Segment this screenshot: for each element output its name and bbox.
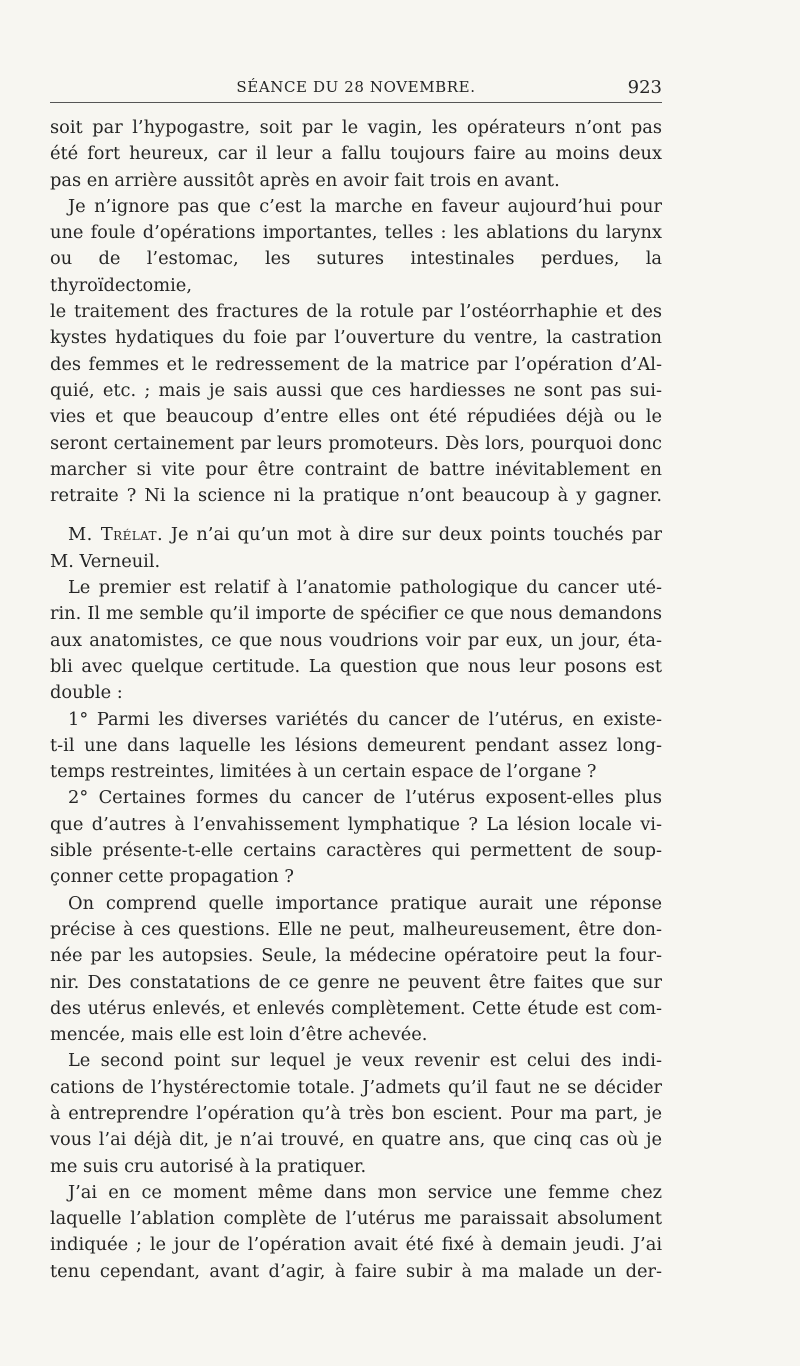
running-title: SÉANCE DU 28 NOVEMBRE. [236,78,476,96]
text-line: Le second point sur lequel je veux revenir est celui des indi- [68,1050,662,1072]
book-page [50,72,662,1285]
text-line: Je n’ignore pas que c’est la marche en faveur aujourd’hui pour [68,195,662,217]
speaker-name: M. Trélat. [68,524,163,546]
paragraph-2 [50,194,662,510]
text-line: me suis cru autorisé à la pratiquer. [50,1155,367,1177]
text-line [50,522,662,548]
text-line: t-il une dans laquelle les lésions demeurent pendant assez long- [50,734,662,756]
text-fragment: Je n’ai qu’un mot à dire sur deux points touchés par [163,524,662,546]
page-number: 923 [627,77,662,98]
paragraph-1 [50,115,662,194]
text-line: sible présente-t-elle certains caractères qui permettent de soup- [50,840,662,862]
text-line: mencée, mais elle est loin d’être achevée. [50,1024,428,1046]
text-line: cations de l’hystérectomie totale. J’admets qu’il faut ne se décider [50,1076,662,1098]
text-line: des femmes et le redressement de la matrice par l’opération d’Al- [50,353,662,375]
text-line: rin. Il me semble qu’il importe de spécifier ce que nous demandons [50,603,662,625]
text-line: que d’autres à l’envahissement lymphatique ? La lésion locale vi- [50,813,662,835]
running-head [50,72,662,103]
text-line: le traitement des fractures de la rotule par l’ostéorrhaphie et des [50,301,662,323]
text-line: bli avec quelque certitude. La question que nous leur posons est [50,655,662,677]
text-line: soit par l’hypogastre, soit par le vagin, les opérateurs n’ont pas [50,117,662,138]
text-line: çonner cette propagation ? [50,866,294,888]
text-line: laquelle l’ablation complète de l’utérus me paraissait absolument [50,1208,662,1230]
text-line: 2° Certaines formes du cancer de l’utérus exposent-elles plus [68,787,662,809]
paragraph-4 [50,575,662,706]
text-line: tenu cependant, avant d’agir, à faire subir à ma malade un der- [50,1260,662,1282]
text-line: J’ai en ce moment même dans mon service une femme chez [68,1181,662,1203]
text-line: née par les autopsies. Seule, la médecine opératoire peut la four- [50,945,662,967]
text-line: pas en arrière aussitôt après en avoir fait trois en avant. [50,169,560,191]
text-line: aux anatomistes, ce que nous voudrions voir par eux, un jour, éta- [50,629,662,651]
text-line: On comprend quelle importance pratique aurait une réponse [68,892,662,914]
text-line: double : [50,682,123,704]
text-line: M. Verneuil. [50,550,161,572]
text-line: quié, etc. ; mais je sais aussi que ces hardiesses ne sont pas sui- [50,379,662,401]
text-line: vous l’ai déjà dit, je n’ai trouvé, en quatre ans, que cinq cas où je [50,1129,662,1151]
text-line: temps restreintes, limitées à un certain espace de l’organe ? [50,761,597,783]
text-line: précise à ces questions. Elle ne peut, malheureusement, être don- [50,918,662,940]
text-line: nir. Des constatations de ce genre ne peuvent être faites que sur [50,971,662,993]
paragraph-5 [50,707,662,786]
text-line: ou de l’estomac, les sutures intestinales perdues, la thyroïdectomie, [50,248,662,296]
text-line: vies et que beaucoup d’entre elles ont été répudiées déjà ou le [50,406,662,428]
paragraph-6 [50,785,662,890]
paragraph-3 [50,522,662,575]
paragraph-8 [50,1048,662,1179]
text-line: 1° Parmi les diverses variétés du cancer de l’utérus, en existe- [68,708,662,730]
text-line: été fort heureux, car il leur a fallu toujours faire au moins deux [50,143,662,165]
text-line: kystes hydatiques du foie par l’ouverture du ventre, la castration [50,327,662,349]
text-line: indiquée ; le jour de l’opération avait été fixé à demain jeudi. J’ai [50,1234,662,1256]
text-line: Le premier est relatif à l’anatomie pathologique du cancer uté- [68,577,662,599]
text-line: des utérus enlevés, et enlevés complètement. Cette étude est com- [50,997,662,1019]
text-line: seront certainement par leurs promoteurs. Dès lors, pourquoi donc [50,432,662,454]
paragraph-9 [50,1180,662,1285]
paragraph-7 [50,891,662,1049]
text-line: marcher si vite pour être contraint de battre inévitablement en [50,458,662,480]
text-line: une foule d’opérations importantes, telles : les ablations du larynx [50,222,662,244]
text-line: retraite ? Ni la science ni la pratique n’ont beaucoup à y gagner. [50,485,662,507]
text-line: à entreprendre l’opération qu’à très bon escient. Pour ma part, je [50,1102,662,1124]
body-text [50,115,662,1285]
